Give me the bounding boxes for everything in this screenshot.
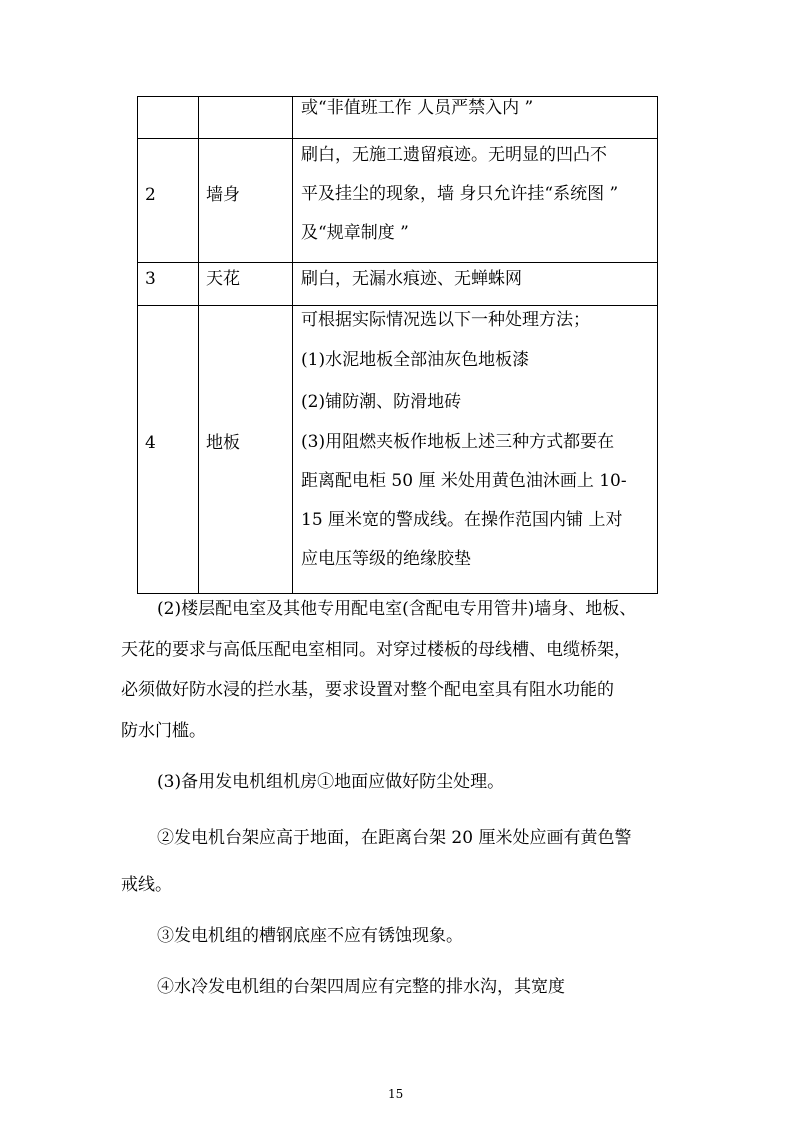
table-border	[198, 96, 199, 594]
cell-text: 或“非值班工作 人员严禁入内 ”	[301, 98, 534, 118]
paragraph-line: ③发电机组的槽钢底座不应有锈蚀现象。	[157, 926, 463, 946]
cell-text: (1)水泥地板全部油灰色地板漆	[301, 350, 530, 370]
table-border	[137, 262, 658, 263]
cell-text: 刷白，无漏水痕迹、无蝉蛛网	[301, 269, 522, 289]
table-border	[657, 96, 658, 594]
row-item: 墙身	[206, 185, 240, 205]
paragraph-line: 防水门槛。	[121, 721, 206, 741]
table-border	[292, 96, 293, 594]
table-border	[137, 138, 658, 139]
table-border	[137, 96, 658, 97]
cell-text: 刷白，无施工遗留痕迹。无明显的凹凸不	[301, 145, 607, 165]
row-number: 3	[145, 269, 156, 289]
cell-text: 15 厘米宽的警成线。在操作范国内铺 上对	[301, 510, 623, 530]
cell-text: 应电压等级的绝缘胶垫	[301, 549, 471, 569]
row-item: 地板	[206, 433, 240, 453]
paragraph-line: ④水冷发电机组的台架四周应有完整的排水沟，其宽度	[157, 977, 565, 997]
row-number: 4	[145, 433, 156, 453]
table-border	[137, 96, 138, 594]
paragraph-line: (2)楼层配电室及其他专用配电室(含配电专用管井)墙身、地板、	[157, 599, 637, 619]
row-number: 2	[145, 185, 156, 205]
table-border	[137, 593, 658, 594]
paragraph-line: ②发电机台架应高于地面，在距离台架 20 厘米处应画有黄色警	[157, 828, 632, 848]
cell-text: 可根据实际情况选以下一种处理方法；	[301, 310, 590, 330]
paragraph-line: (3)备用发电机组机房①地面应做好防尘处理。	[157, 772, 505, 792]
cell-text: 及“规章制度 ”	[301, 223, 409, 243]
cell-text: (2)铺防潮、防滑地砖	[301, 392, 462, 412]
cell-text: 平及挂尘的现象，墙 身只允许挂“系统图 ”	[301, 184, 619, 204]
page-number: 15	[388, 1087, 404, 1101]
cell-text: (3)用阻燃夹板作地板上述三种方式都要在	[301, 432, 615, 452]
paragraph-line: 戒线。	[121, 875, 172, 895]
paragraph-line: 天花的要求与高低压配电室相同。对穿过楼板的母线槽、电缆桥架，	[121, 640, 631, 660]
paragraph-line: 必须做好防水浸的拦水基，要求设置对整个配电室具有阻水功能的	[121, 680, 614, 700]
row-item: 天花	[206, 269, 240, 289]
table-border	[137, 305, 658, 306]
cell-text: 距离配电柜 50 厘 米处用黄色油沐画上 10-	[301, 471, 627, 491]
